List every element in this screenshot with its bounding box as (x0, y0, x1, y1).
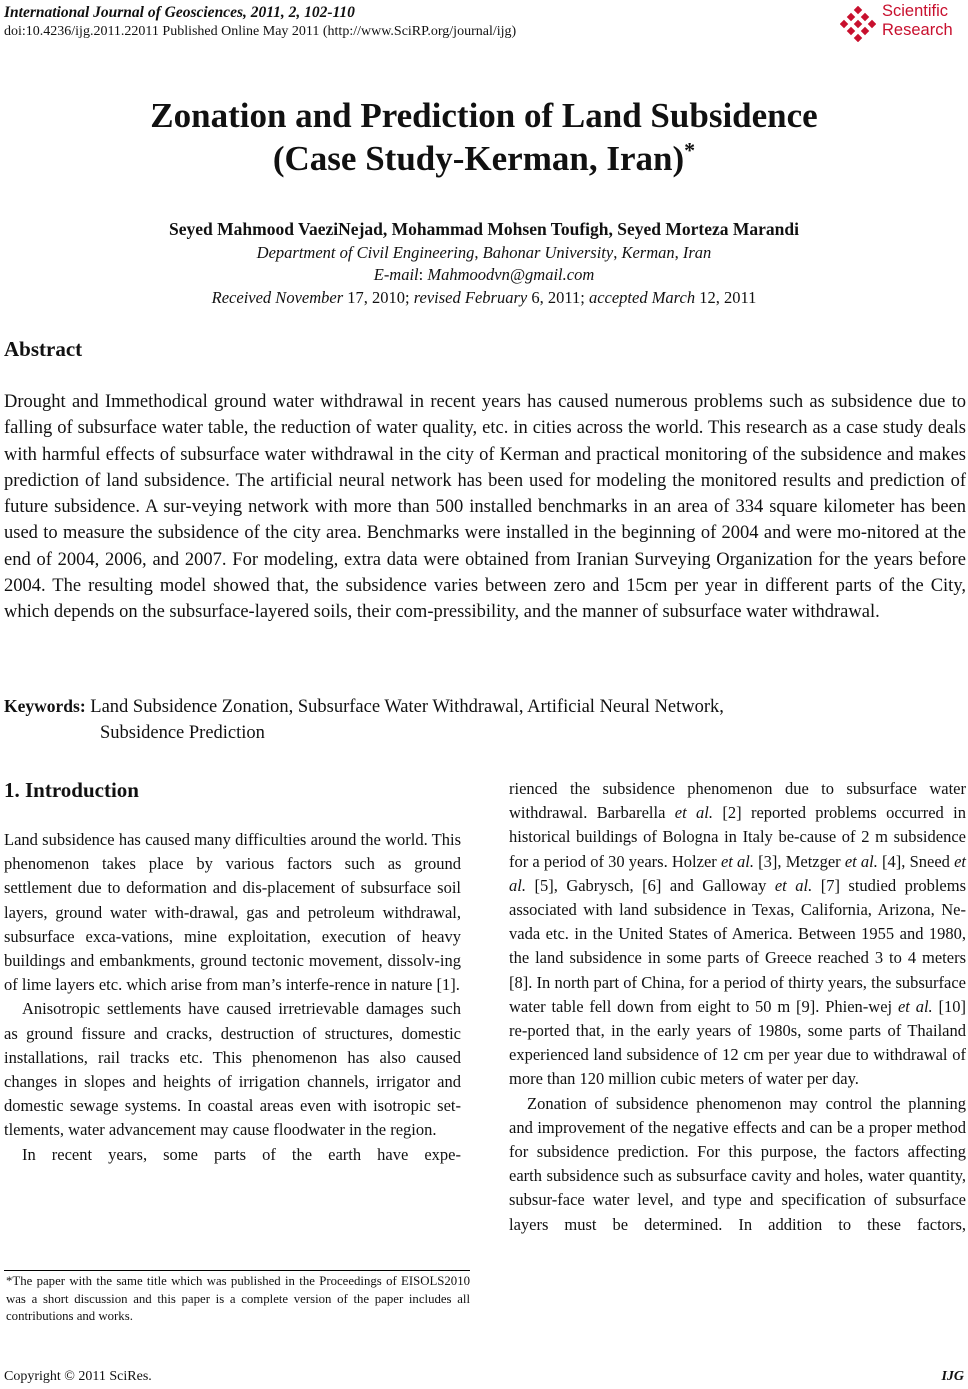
et-al: et al. (897, 996, 933, 1016)
paragraph: In recent years, some parts of the earth have expe- (22, 1144, 461, 1164)
paragraph: Land subsidence has caused many difficulties around the world. This phenomenon takes place by various factors such as ground settlement due to deformation and dis-placement of subsurface soil layers, ground water with-drawal, gas and petroleum withdrawal, subsurface exca-vations, mine exploitation, execution of heavy buildings and embankments, ground tectonic movement, dissolv-ing of lime layers etc. which arise from man’s interfe-rence in nature [1]. (4, 830, 461, 995)
department: Department of Civil Engineering (256, 243, 475, 262)
keywords-line2: Subsidence Prediction (100, 723, 265, 743)
received-date: 17, 2010; (343, 288, 414, 307)
title-line1: Zonation and Prediction of Land Subsidence (150, 96, 818, 135)
title-footnote-mark: * (684, 137, 696, 163)
email-line: E-mail: Mahmoodvn@gmail.com (373, 265, 595, 284)
text-run: [7] studied problems associated with land subsidence in Texas, California, Arizona, Ne-vada etc. in the United States of America. Between 1955 and 1980, the land subsidence in some parts of Greece reached 3 to 4 meters [8]. In north part of China, for a period of thirty years, the subsurface water table fell down from eight to 50 m [9]. Phien-wej (509, 875, 966, 1016)
dates-line (0, 287, 968, 309)
revised-label: revised February (413, 288, 528, 307)
received-label: Received November (211, 288, 344, 307)
country: Iran (682, 243, 712, 262)
et-al: et al. (844, 851, 878, 871)
author-list: Seyed Mahmood VaeziNejad, Mohammad Mohsen Toufigh, Seyed Morteza Marandi (169, 219, 799, 239)
copyright: Copyright © 2011 SciRes. (4, 1369, 152, 1384)
text-run: rienced the subsidence phenomenon due to subsurface water withdrawal. Barbarella (509, 779, 966, 823)
footnote: *The paper with the same title which was published in the Proceedings of EISOLS2010 was a short discussion and this paper is a complete version of the paper includes all contributions and works. (6, 1274, 470, 1323)
publisher-logo (840, 2, 964, 46)
diamond-logo-icon (840, 6, 876, 42)
affiliation-line: Department of Civil Engineering, Bahonar University, Kerman, Iran (256, 243, 712, 262)
journal-name: International Journal of Geosciences (4, 4, 243, 21)
university: Bahonar University (482, 243, 614, 262)
et-al: et al. (720, 851, 754, 871)
paragraph (509, 777, 966, 1092)
paper-title (0, 94, 968, 180)
abstract-text: Drought and Immethodical ground water withdrawal in recent years has caused numerous problems such as subsidence due to falling of subsurface water table, the reduction of water quality, etc. in cities across the world. This research as a case study deals with harmful effects of subsurface water withdrawal in the city of Kerman and practical monitoring of the subsidence and makes prediction of land subsidence. The artificial neural network has been used for modeling the monitored results and prediction of future subsidence. A sur-veying network with more than 500 installed benchmarks in an area of 334 square kilometer has been used to measure the subsidence of the city area. Benchmarks were installed in the beginning of 2004 and were mo-nitored at the end of 2004, 2006, and 2007. For modeling, extra data were obtained from Iranian Surveying Organization for the years before 2004. The resulting model showed that, the subsidence varies between zero and 15cm per year in different parts of the City, which depends on the subsurface-layered soils, their com-pressibility, and the manner of subsurface water withdrawal. (4, 392, 966, 623)
paragraph: Zonation of subsidence phenomenon may control the planning and improvement of the negative effects and can be a proper method for subsidence prediction. For this purpose, the factors affecting earth subsidence such as subsurface cavity and holes, water quantity, subsur-face water level, and type and specification of subsurface layers must be determined. In addition to these factors, (509, 1093, 966, 1234)
keywords (4, 693, 904, 746)
title-line2: (Case Study-Kerman, Iran) (272, 139, 685, 178)
revised-date: 6, 2011; (527, 288, 589, 307)
et-al: et al. (509, 851, 966, 895)
keywords-line1: Land Subsidence Zonation, Subsurface Water Withdrawal, Artificial Neural Network, (90, 697, 724, 717)
logo-text-line1: Scientific (882, 2, 949, 20)
accepted-date: 12, 2011 (695, 288, 757, 307)
footnote-rule (4, 1270, 470, 1271)
journal-abbrev: IJG (941, 1369, 964, 1384)
text-run: [2] reported problems occurred in historical buildings of Bologna in Italy be-cause of 2 m subsidence for a period of 30 years. Holzer (509, 803, 966, 871)
accepted-label: accepted March (588, 288, 696, 307)
section-heading-introduction: 1. Introduction (4, 778, 139, 802)
et-al: et al. (774, 875, 813, 895)
journal-volume: , 2011, 2, 102-110 (242, 4, 355, 21)
et-al: et al. (674, 803, 714, 823)
city: Kerman (621, 243, 675, 262)
keywords-label: Keywords: (4, 696, 86, 716)
paragraph: Anisotropic settlements have caused irretrievable damages such as ground fissure and cracks, destruction of structures, domestic installations, rail tracks etc. This phenomenon has also caused changes in slopes and heights of irrigation channels, irrigator and domestic sewage systems. In coastal areas even with isotropic set-tlements, water advancement may cause floodwater in the region. (4, 999, 461, 1140)
left-column (4, 828, 461, 1167)
text-run: [5], Gabrysch, [6] and Galloway (525, 875, 775, 895)
right-column (509, 777, 966, 1237)
email-address: Mahmoodvn@gmail.com (427, 265, 595, 284)
text-run: [10] re-ported that, in the early years of 1980s, some parts of Thailand experienced land subsidence of 12 cm per year due to withdrawal of more than 120 million cubic meters of water per day. (509, 996, 966, 1089)
running-header (4, 3, 516, 41)
text-run: [4], Sneed (877, 851, 955, 871)
logo-text-line2: Research (882, 21, 953, 39)
email-label: E-mail (373, 265, 419, 284)
doi-line: doi:10.4236/ijg.2011.22011 Published Online May 2011 (http://www.SciRP.org/journal/ijg) (4, 24, 517, 39)
abstract-heading: Abstract (4, 337, 83, 361)
text-run: [3], Metzger (754, 851, 845, 871)
